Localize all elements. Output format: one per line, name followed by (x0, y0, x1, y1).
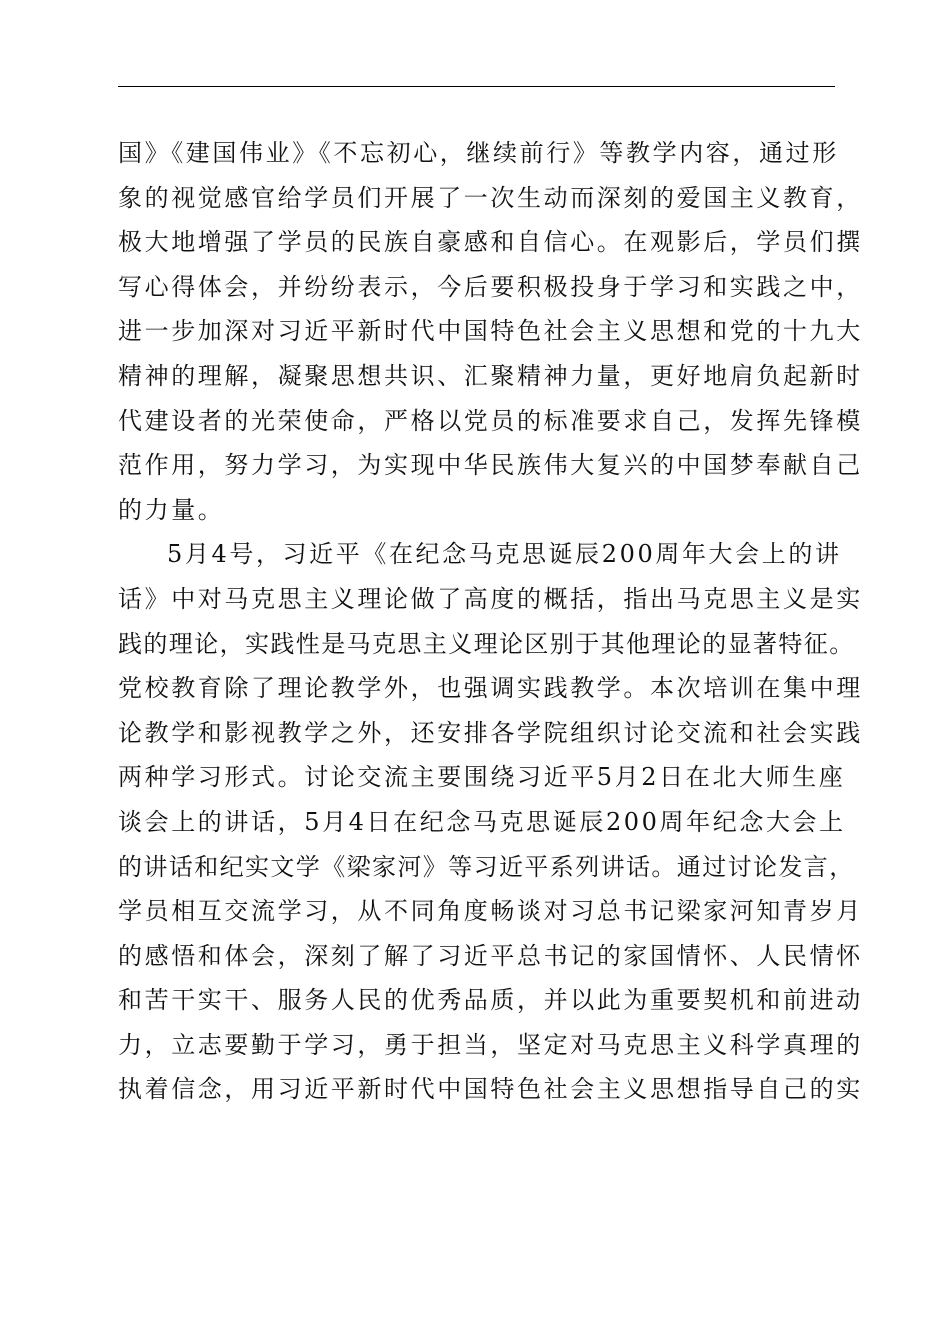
text-line: 话》中对马克思主义理论做了高度的概括，指出马克思主义是实 (118, 584, 863, 613)
text-line: 学员相互交流学习，从不同角度畅谈对习总书记梁家河知青岁月 (118, 897, 863, 926)
text-line: 论教学和影视教学之外，还安排各学院组织讨论交流和社会实践 (118, 718, 863, 747)
paragraph-first-line: 5月4号，习近平《在纪念马克思诞辰200周年大会上的讲 (167, 540, 842, 569)
text-line: 党校教育除了理论教学外，也强调实践教学。本次培训在集中理 (118, 674, 863, 703)
header-rule (118, 86, 835, 87)
text-line: 极大地增强了学员的民族自豪感和自信心。在观影后，学员们撰 (118, 228, 863, 257)
text-line: 的感悟和体会，深刻了解了习近平总书记的家国情怀、人民情怀 (118, 941, 863, 970)
text-line: 精神的理解，凝聚思想共识、汇聚精神力量，更好地肩负起新时 (118, 361, 863, 390)
text-line: 谈会上的讲话，5月4日在纪念马克思诞辰200周年纪念大会上 (118, 807, 846, 836)
text-line: 和苦干实干、服务人民的优秀品质，并以此为重要契机和前进动 (118, 986, 863, 1015)
text-line: 国》《建国伟业》《不忘初心，继续前行》等教学内容，通过形 (118, 139, 839, 167)
text-line: 代建设者的光荣使命，严格以党员的标准要求自己，发挥先锋模 (118, 406, 863, 435)
text-line: 的力量。 (118, 495, 225, 524)
text-line: 的讲话和纪实文学《梁家河》等习近平系列讲话。通过讨论发言， (118, 852, 855, 881)
text-line: 范作用，努力学习，为实现中华民族伟大复兴的中国梦奉献自己 (118, 451, 863, 480)
text-line: 写心得体会，并纷纷表示，今后要积极投身于学习和实践之中， (118, 272, 863, 301)
document-body (118, 131, 863, 1112)
text-line: 力，立志要勤于学习，勇于担当，坚定对马克思主义科学真理的 (118, 1030, 863, 1059)
text-line: 进一步加深对习近平新时代中国特色社会主义思想和党的十九大 (118, 317, 863, 346)
text-line: 两种学习形式。讨论交流主要围绕习近平5月2日在北大师生座 (118, 763, 846, 792)
text-line: 执着信念，用习近平新时代中国特色社会主义思想指导自己的实 (118, 1075, 863, 1104)
text-line: 象的视觉感官给学员们开展了一次生动而深刻的爱国主义教育， (118, 183, 863, 212)
text-line: 践的理论，实践性是马克思主义理论区别于其他理论的显著特征。 (118, 629, 855, 658)
